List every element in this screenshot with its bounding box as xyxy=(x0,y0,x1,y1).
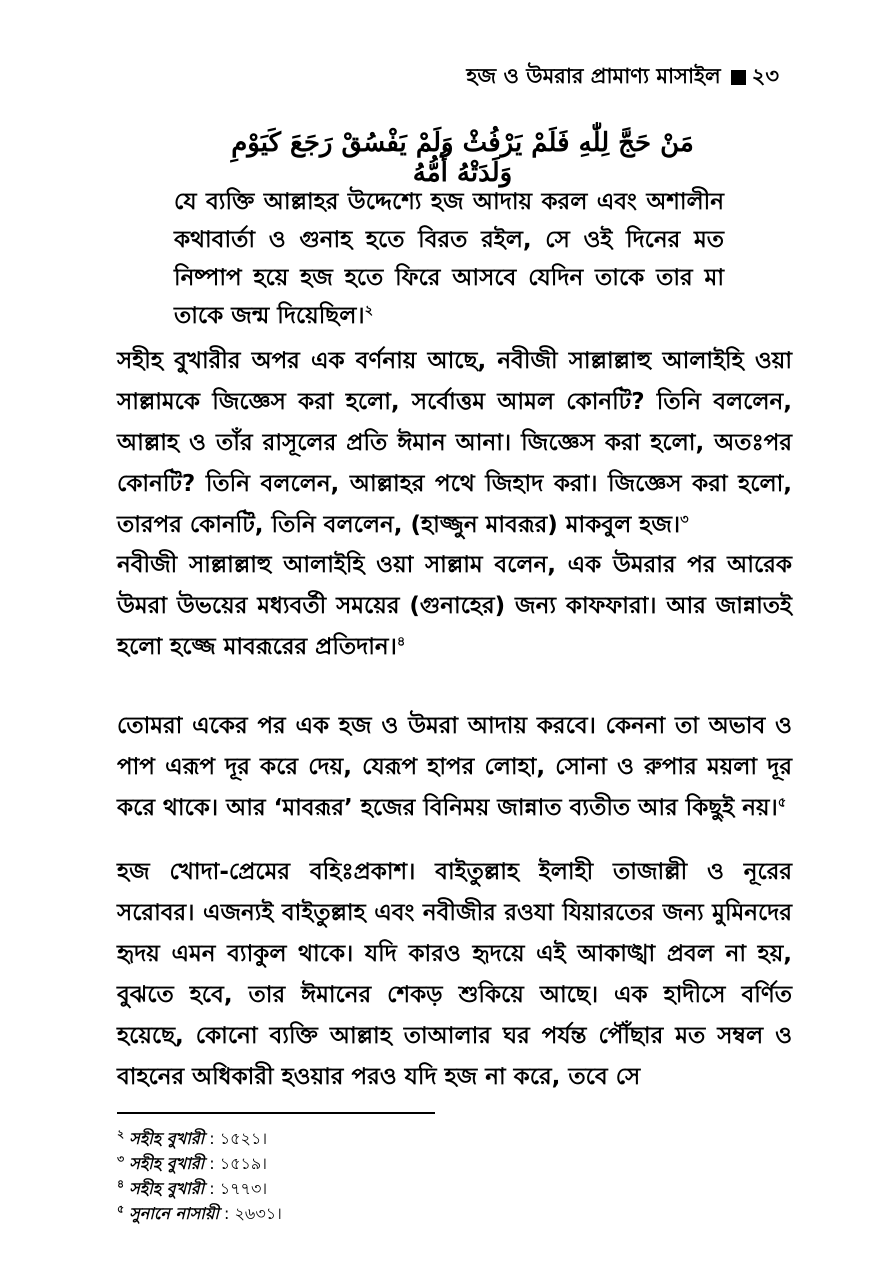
paragraph-text: তোমরা একের পর এক হজ ও উমরা আদায় করবে। কেননা তা অভাব ও পাপ এরূপ দূর করে দেয়, যেরূপ হাপর লোহা, সোনা ও রুপার ময়লা দূর করে থাকে। আর ‘মাবরূর’ হজের বিনিময় জান্নাত ব্যতীত আর কিছুই নয়। xyxy=(117,713,792,821)
footnote-detail: : ১৫১৯। xyxy=(204,1154,268,1173)
footnote-source: সহীহ বুখারী xyxy=(129,1154,205,1173)
footnote-item xyxy=(117,1201,282,1226)
page-number: ২৩ xyxy=(751,64,779,88)
paragraph-1 xyxy=(117,341,792,546)
footnote-number: ৩ xyxy=(117,1152,125,1166)
hadith-translation xyxy=(174,183,724,335)
footnote-source: সহীহ বুখারী xyxy=(129,1129,205,1148)
paragraph-4 xyxy=(117,852,792,1098)
header-title: হজ ও উমরার প্রামাণ্য মাসাইল xyxy=(466,64,721,88)
footnote-ref: ২ xyxy=(364,303,374,319)
paragraph-text: নবীজী সাল্লাল্লাহু আলাইহি ওয়া সাল্লাম বলেন, এক উমরার পর আরেক উমরা উভয়ের মধ্যবর্তী সময়ের (গুনাহের) জন্য কাফফারা। আর জান্নাতই হলো হজ্জে মাবরূরের প্রতিদান। xyxy=(117,552,792,660)
running-header xyxy=(466,60,779,95)
footnote-divider xyxy=(117,1112,435,1114)
footnote-item xyxy=(117,1176,282,1201)
footnote-detail: : ১৭৭৩। xyxy=(204,1179,268,1198)
footnote-detail: : ২৬৩১। xyxy=(218,1204,282,1223)
footnote-number: ৫ xyxy=(117,1202,125,1216)
quote-text: যে ব্যক্তি আল্লাহর উদ্দেশ্যে হজ আদায় করল এবং অশালীন কথাবার্তা ও গুনাহ হতে বিরত রইল, সে ওই দিনের মত নিষ্পাপ হয়ে হজ হতে ফিরে আসবে যেদিন তাকে তার মা তাকে জন্ম দিয়েছিল। xyxy=(174,189,724,329)
header-square-marker xyxy=(731,70,746,85)
footnote-source: সহীহ বুখারী xyxy=(129,1179,205,1198)
footnote-detail: : ১৫২১। xyxy=(204,1129,268,1148)
paragraph-text: হজ খোদা-প্রেমের বহিঃপ্রকাশ। বাইতুল্লাহ ইলাহী তাজাল্লী ও নূরের সরোবর। এজন্যই বাইতুল্লাহ এবং নবীজীর রওযা যিয়ারতের জন্য মুমিনদের হৃদয় এমন ব্যাকুল থাকে। যদি কারও হৃদয়ে এই আকাঙ্খা প্রবল না হয়, বুঝতে হবে, তার ঈমানের শেকড় শুকিয়ে আছে। এক হাদীসে বর্ণিত হয়েছে, কোনো ব্যক্তি আল্লাহ তাআলার ঘর পর্যন্ত পৌঁছার মত সম্বল ও বাহনের অধিকারী হওয়ার পরও যদি হজ না করে, তবে সে xyxy=(117,859,792,1090)
paragraph-3 xyxy=(117,706,792,829)
footnote-item xyxy=(117,1126,282,1151)
footnotes xyxy=(117,1126,282,1226)
paragraph-2 xyxy=(117,545,792,668)
footnote-source: সুনানে নাসায়ী xyxy=(129,1204,219,1223)
footnote-item xyxy=(117,1151,282,1176)
footnote-ref: ৪ xyxy=(396,634,406,650)
footnote-number: ২ xyxy=(117,1127,125,1141)
paragraph-text: সহীহ বুখারীর অপর এক বর্ণনায় আছে, নবীজী সাল্লাল্লাহু আলাইহি ওয়া সাল্লামকে জিজ্ঞেস করা হলো, সর্বোত্তম আমল কোনটি? তিনি বললেন, আল্লাহ ও তাঁর রাসূলের প্রতি ঈমান আনা। জিজ্ঞেস করা হলো, অতঃপর কোনটি? তিনি বললেন, আল্লাহর পথে জিহাদ করা। জিজ্ঞেস করা হলো, তারপর কোনটি, তিনি বললেন, (হাজ্জুন মাবরূর) মাকবুল হজ। xyxy=(117,348,792,538)
footnote-ref: ৩ xyxy=(680,512,689,528)
footnote-ref: ৫ xyxy=(777,795,787,811)
footnote-number: ৪ xyxy=(117,1177,125,1191)
arabic-hadith: مَنْ حَجَّ لِلّٰهِ فَلَمْ يَرْفُثْ وَلَمْ يَفْسُقْ رَجَعَ كَيَوْمِ وَلَدَتْهُ أُمُّهُ xyxy=(231,128,694,188)
